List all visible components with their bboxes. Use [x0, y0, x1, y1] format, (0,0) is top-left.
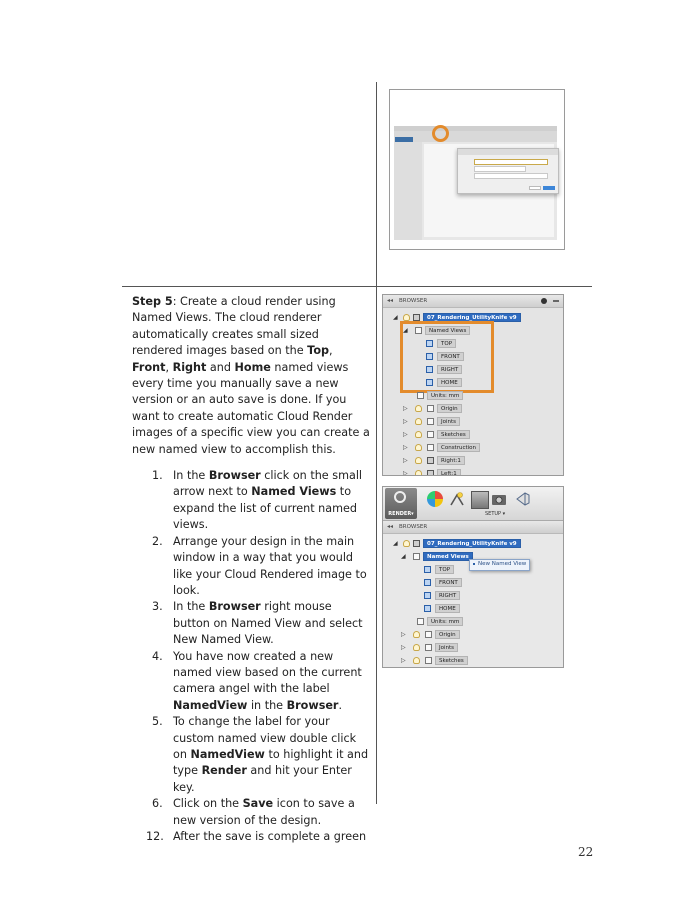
root-component-label[interactable]: 07_Rendering_UtilityKnife v9	[423, 313, 521, 322]
browser-header	[383, 521, 563, 534]
folder-icon	[425, 657, 432, 664]
named-views-highlight-box	[400, 321, 494, 393]
list-bold: Named Views	[251, 485, 337, 499]
step-rest-text: named views every time you manually save a new version or an auto save is done. If you want to create automatic Cloud Render images of a specific view you can create a new named view to accomplish this.	[132, 360, 370, 456]
collapsed-triangle-icon[interactable]: ▷	[401, 644, 406, 651]
list-text: In the	[173, 600, 209, 614]
scene-settings-icon[interactable]	[449, 491, 465, 507]
view-label[interactable]: FRONT	[435, 578, 462, 587]
folder-icon	[427, 431, 434, 438]
list-item	[132, 649, 370, 715]
visibility-bulb-icon[interactable]	[415, 457, 422, 464]
render-label: RENDER▾	[388, 511, 414, 517]
document-icon	[417, 392, 424, 399]
list-text: To change the label for your custom named view double click on	[173, 715, 357, 761]
app-window	[394, 126, 557, 240]
tags-field	[474, 166, 526, 172]
browser-options-icon[interactable]	[541, 298, 547, 304]
component-label[interactable]: Left:1	[437, 469, 461, 476]
list-bold: NamedView	[173, 698, 248, 712]
folder-icon	[413, 553, 420, 560]
view-label[interactable]: RIGHT	[435, 591, 460, 600]
save-button	[543, 186, 555, 190]
component-label[interactable]: Right:1	[437, 456, 465, 465]
row-divider-horizontal	[122, 286, 592, 287]
collapsed-triangle-icon[interactable]: ▷	[403, 431, 408, 438]
collapsed-triangle-icon[interactable]: ▷	[403, 418, 408, 425]
folder-label[interactable]: Sketches	[435, 656, 468, 665]
folder-label[interactable]: Joints	[437, 417, 460, 426]
texture-map-icon[interactable]	[471, 491, 489, 509]
list-item	[132, 534, 370, 600]
camera-icon[interactable]	[491, 491, 507, 507]
folder-icon	[425, 644, 432, 651]
step-intro-text: : Create a cloud render using Named Views. The cloud renderer automatically creates small sized rendered images based on the	[132, 295, 336, 358]
render-workspace-button[interactable]	[385, 488, 417, 519]
list-bold: Save	[242, 797, 274, 811]
browser-minimize-icon[interactable]	[553, 300, 559, 302]
list-number: 5.	[152, 715, 163, 729]
folder-icon	[427, 405, 434, 412]
step-sep: ,	[329, 344, 333, 358]
browser-header	[383, 295, 563, 308]
camera-view-icon	[424, 592, 431, 599]
visibility-bulb-icon[interactable]	[413, 631, 420, 638]
appearance-icon[interactable]	[427, 491, 443, 507]
list-text: click on the small arrow next to	[173, 469, 363, 499]
visibility-bulb-icon[interactable]	[415, 431, 422, 438]
collapsed-triangle-icon[interactable]: ▷	[403, 405, 408, 412]
step-home: Home	[234, 360, 271, 374]
named-views-label[interactable]: Named Views	[425, 326, 470, 335]
units-label[interactable]: Units: mm	[427, 617, 463, 626]
collapse-arrows-icon[interactable]: ◂◂	[387, 297, 394, 304]
camera-view-icon	[424, 579, 431, 586]
list-number: 4.	[152, 649, 163, 663]
root-component-label[interactable]: 07_Rendering_UtilityKnife v9	[423, 539, 521, 548]
list-text: to highlight it and type	[173, 747, 369, 778]
list-text: After the save is complete a green	[173, 830, 367, 843]
collapsed-triangle-icon[interactable]: ▷	[403, 470, 408, 476]
folder-icon	[427, 418, 434, 425]
list-item	[132, 714, 370, 796]
folder-label[interactable]: Joints	[435, 643, 458, 652]
instructions-text	[132, 294, 370, 845]
camera-view-icon	[473, 563, 475, 565]
steps-list	[132, 468, 370, 845]
document-icon	[417, 618, 424, 625]
expand-triangle-icon[interactable]: ◢	[393, 540, 398, 547]
save-as-field	[474, 159, 548, 165]
cancel-button	[529, 186, 541, 190]
list-item	[132, 829, 370, 845]
browser-title: BROWSER	[399, 524, 428, 530]
visibility-bulb-icon[interactable]	[415, 418, 422, 425]
decal-icon[interactable]	[515, 491, 531, 507]
view-label[interactable]: HOME	[437, 378, 462, 387]
view-label[interactable]: FRONT	[437, 352, 464, 361]
visibility-bulb-icon[interactable]	[413, 644, 420, 651]
visibility-bulb-icon[interactable]	[415, 405, 422, 412]
render-label-text: RENDER	[388, 511, 412, 517]
list-text: to expand the list of current named views.	[173, 485, 357, 532]
view-label[interactable]: TOP	[437, 339, 456, 348]
expand-triangle-icon[interactable]: ◢	[403, 327, 408, 334]
folder-label[interactable]: Origin	[435, 630, 460, 639]
folder-icon	[425, 631, 432, 638]
visibility-bulb-icon[interactable]	[403, 540, 410, 547]
list-text: and hit your Enter key.	[173, 764, 352, 794]
list-text: Arrange your design in the main window in a way that you would like your Cloud Rendered image to look.	[173, 534, 367, 597]
visibility-bulb-icon[interactable]	[403, 314, 410, 321]
render-toolbar	[383, 487, 563, 521]
list-number: 1.	[152, 469, 163, 483]
save-icon-highlight-circle	[432, 125, 449, 142]
step-label: Step 5	[132, 295, 173, 308]
camera-view-icon	[424, 605, 431, 612]
expand-triangle-icon[interactable]: ◢	[393, 314, 398, 321]
list-bold: Browser	[286, 698, 339, 712]
list-text: In the	[173, 469, 209, 483]
browser-title: BROWSER	[399, 298, 428, 304]
step-intro	[132, 294, 370, 458]
collapsed-triangle-icon[interactable]: ▷	[401, 631, 406, 638]
collapse-arrows-icon[interactable]: ◂◂	[387, 523, 394, 530]
context-menu	[469, 559, 530, 571]
new-named-view-menu-item[interactable]: New Named View	[478, 561, 527, 567]
view-label[interactable]: RIGHT	[437, 365, 462, 374]
magnifier-icon	[394, 491, 406, 503]
collapsed-triangle-icon[interactable]: ▷	[403, 457, 408, 464]
folder-icon	[427, 444, 434, 451]
collapsed-triangle-icon[interactable]: ▷	[401, 657, 406, 664]
list-item	[132, 468, 370, 534]
step-right: Right	[172, 360, 207, 374]
folder-label[interactable]: Origin	[437, 404, 462, 413]
visibility-bulb-icon[interactable]	[413, 657, 420, 664]
list-item	[132, 796, 370, 829]
folder-label[interactable]: Construction	[437, 443, 480, 452]
list-bold: Browser	[208, 600, 261, 614]
setup-label-text: SETUP	[485, 511, 502, 517]
step-top: Top	[307, 344, 330, 358]
list-text: You have now created a new named view based on the current camera angel with the label	[173, 649, 362, 696]
collapsed-triangle-icon[interactable]: ▷	[403, 444, 408, 451]
camera-view-icon	[424, 566, 431, 573]
units-label[interactable]: Units: mm	[427, 391, 463, 400]
visibility-bulb-icon[interactable]	[415, 444, 422, 451]
browser-panel-2	[382, 486, 564, 668]
list-number: 12.	[146, 830, 164, 843]
list-bold: Browser	[208, 469, 261, 483]
step-sep: and	[206, 360, 235, 374]
page-number: 22	[578, 845, 594, 859]
component-icon	[427, 470, 434, 476]
step-sep: ,	[165, 360, 173, 374]
step-front: Front	[132, 360, 166, 374]
where-field	[474, 173, 548, 179]
expand-triangle-icon[interactable]: ◢	[401, 553, 406, 560]
column-divider-vertical	[376, 82, 377, 804]
component-icon	[427, 457, 434, 464]
list-text: Click on the	[173, 797, 243, 811]
visibility-bulb-icon[interactable]	[415, 470, 422, 476]
list-text: right mouse button on Named View and select New Named View.	[173, 600, 363, 647]
save-dialog	[457, 148, 559, 194]
component-icon	[413, 540, 420, 547]
list-text: .	[338, 698, 343, 712]
list-number: 6.	[152, 797, 163, 811]
list-bold: Render	[201, 764, 247, 778]
list-number: 2.	[152, 534, 163, 548]
list-text: in the	[247, 698, 287, 712]
setup-label[interactable]: SETUP ▾	[485, 511, 506, 517]
folder-label[interactable]: Sketches	[437, 430, 470, 439]
list-number: 3.	[152, 600, 163, 614]
view-label[interactable]: TOP	[435, 565, 454, 574]
app-sidebar	[394, 142, 422, 240]
named-views-label[interactable]: Named Views	[423, 552, 473, 561]
list-bold: NamedView	[190, 747, 265, 761]
list-item	[132, 599, 370, 648]
list-text: icon to save a new version of the design.	[173, 797, 355, 827]
view-label[interactable]: HOME	[435, 604, 460, 613]
save-dialog-header	[458, 149, 558, 155]
app-tabbar	[394, 131, 557, 142]
component-icon	[413, 314, 420, 321]
browser-panel-1	[382, 294, 564, 476]
save-dialog-screenshot	[389, 89, 565, 250]
